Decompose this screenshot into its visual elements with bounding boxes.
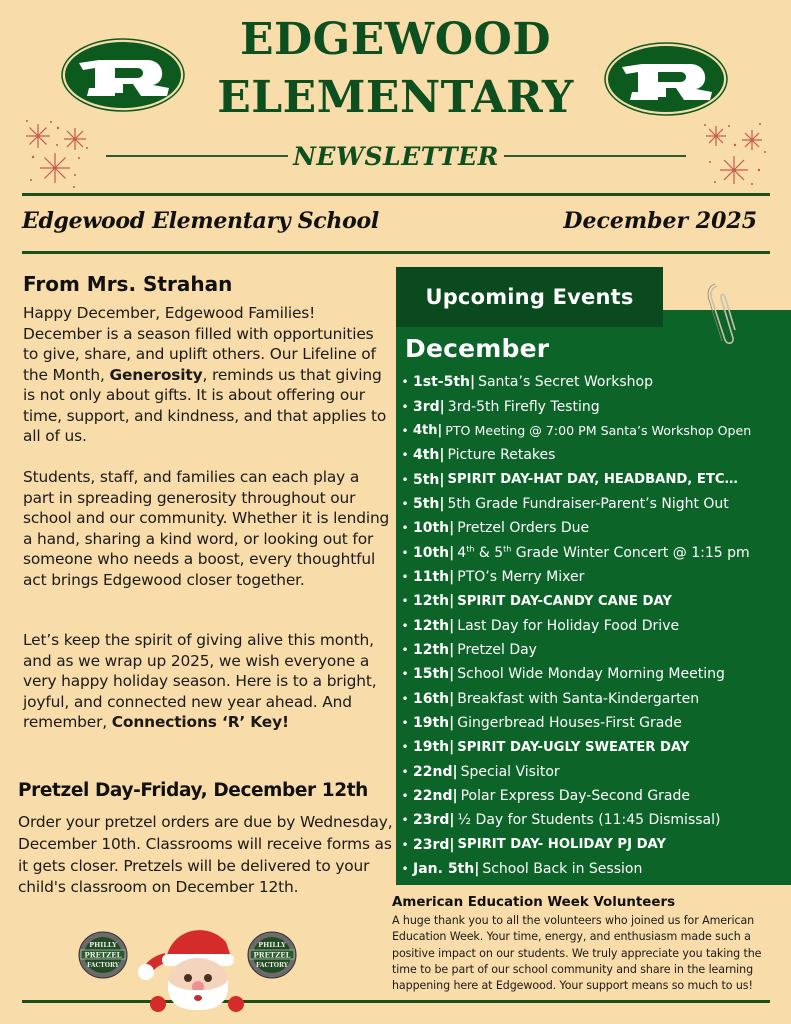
bullet-icon: •: [401, 764, 409, 779]
bullet-icon: •: [401, 375, 409, 390]
bullet-icon: •: [401, 862, 409, 877]
pretzel-day-body: Order your pretzel orders are due by Wednesday, December 10th. Classrooms will receive forms as it gets closer. Pretzels will be delivered to your child's classroom on December 12th.: [18, 813, 393, 897]
philly-pretzel-factory-logo-icon: [78, 931, 128, 979]
event-item: • 5th| 5th Grade Fundraiser-Parent’s Night Out: [397, 492, 789, 516]
upcoming-events-title: Upcoming Events: [425, 285, 634, 309]
divider-bottom: [22, 1000, 770, 1003]
event-item: • 23rd| ½ Day for Students (11:45 Dismissal): [397, 808, 789, 832]
snowflakes-left-icon: [24, 118, 94, 190]
bullet-icon: •: [401, 691, 409, 706]
divider: [106, 155, 288, 157]
bullet-icon: •: [401, 789, 409, 804]
event-item: • 12th| Last Day for Holiday Food Drive: [397, 613, 789, 637]
event-item: • 10th| 4th & 5th Grade Winter Concert @ 1:15 pm: [397, 540, 789, 564]
bullet-icon: •: [401, 642, 409, 657]
event-item: • 4th| PTO Meeting @ 7:00 PM Santa’s Workshop Open: [397, 419, 789, 443]
santa-icon: [136, 920, 246, 1012]
event-item: • 12th| Pretzel Day: [397, 638, 789, 662]
svg-text:PHILLY: PHILLY: [89, 941, 117, 949]
bullet-icon: •: [401, 545, 409, 560]
event-item: • 4th| Picture Retakes: [397, 443, 789, 467]
event-item: • 3rd| 3rd-5th Firefly Testing: [397, 394, 789, 418]
issue-date: December 2025: [563, 208, 757, 234]
bullet-icon: •: [401, 496, 409, 511]
svg-text:PHILLY: PHILLY: [258, 941, 286, 949]
philly-pretzel-factory-logo-icon: [247, 931, 297, 979]
events-month: December: [405, 334, 550, 363]
letter-paragraph-1: Happy December, Edgewood Families! December is a season filled with opportunities to give, share, and uplift others. Our Lifeline of the Month, Generosity, reminds us that giving is not only about gifts. It is about offering our time, support, and kindness, and that applies to all of us.: [23, 304, 387, 445]
event-item: • 11th| PTO’s Merry Mixer: [397, 565, 789, 589]
paperclip-icon: [705, 280, 739, 346]
divider-top: [22, 193, 770, 196]
title-line-1: EDGEWOOD: [239, 14, 552, 65]
bullet-icon: •: [401, 715, 409, 730]
bullet-icon: •: [401, 594, 409, 609]
bullet-icon: •: [401, 569, 409, 584]
event-item: • 19th| SPIRIT DAY-UGLY SWEATER DAY: [397, 735, 789, 759]
snowflakes-right-icon: [702, 122, 768, 188]
bullet-icon: •: [401, 667, 409, 682]
newsletter-subtitle-row: [106, 138, 686, 174]
bullet-icon: •: [401, 618, 409, 633]
bullet-icon: •: [401, 448, 409, 463]
volunteers-body: A huge thank you to all the volunteers who joined us for American Education Week. Your time, energy, and enthusiasm made such a positive impact on our students. We truly appreciate you taking the time to be part of our school community and share in the learning happening here at Edgewood. Your support means so much to us!: [392, 914, 762, 993]
svg-text:FACTORY: FACTORY: [255, 962, 289, 969]
pretzel-day-heading: Pretzel Day-Friday, December 12th: [18, 780, 368, 801]
divider-under-header: [22, 251, 770, 254]
volunteers-heading: American Education Week Volunteers: [392, 895, 676, 910]
event-item: • Jan. 5th| School Back in Session: [397, 857, 789, 881]
event-item: • 23rd| SPIRIT DAY- HOLIDAY PJ DAY: [397, 833, 789, 857]
newsletter-subtitle: NEWSLETTER: [293, 141, 499, 171]
bullet-icon: •: [401, 423, 409, 438]
bullet-icon: •: [401, 740, 409, 755]
bullet-icon: •: [401, 837, 409, 852]
event-item: • 12th| SPIRIT DAY-CANDY CANE DAY: [397, 589, 789, 613]
svg-text:PRETZEL: PRETZEL: [84, 950, 122, 960]
event-item: • 15th| School Wide Monday Morning Meeting: [397, 662, 789, 686]
event-item: • 10th| Pretzel Orders Due: [397, 516, 789, 540]
events-list: [397, 370, 789, 881]
letter-paragraph-3: Let’s keep the spirit of giving alive this month, and as we wrap up 2025, we wish everyone a very happy holiday season. Here is to a bright, joyful, and connected new year ahead. And remember, Connections ‘R’ Key!: [23, 631, 377, 731]
svg-text:PRETZEL: PRETZEL: [253, 950, 291, 960]
title-line-2: ELEMENTARY: [217, 72, 574, 123]
bullet-icon: •: [401, 472, 409, 487]
school-name: Edgewood Elementary School: [22, 208, 379, 234]
event-item: • 19th| Gingerbread Houses-First Grade: [397, 711, 789, 735]
bullet-icon: •: [401, 399, 409, 414]
event-item: • 5th| SPIRIT DAY-HAT DAY, HEADBAND, ETC…: [397, 467, 789, 491]
event-item: • 22nd| Polar Express Day-Second Grade: [397, 784, 789, 808]
svg-text:FACTORY: FACTORY: [86, 962, 120, 969]
upcoming-events-header: [396, 267, 663, 327]
principal-letter-heading: From Mrs. Strahan: [23, 272, 233, 296]
event-item: • 1st-5th| Santa’s Secret Workshop: [397, 370, 789, 394]
event-item: • 22nd| Special Visitor: [397, 760, 789, 784]
bullet-icon: •: [401, 813, 409, 828]
letter-paragraph-2: Students, staff, and families can each play a part in spreading generosity throughout our school and our community. Whether it is lending a hand, sharing a kind word, or looking out for someone who needs a boost, every thoughtful act brings Edgewood closer together.: [23, 468, 390, 589]
divider: [504, 155, 686, 157]
event-item: • 16th| Breakfast with Santa-Kindergarten: [397, 686, 789, 710]
bullet-icon: •: [401, 521, 409, 536]
